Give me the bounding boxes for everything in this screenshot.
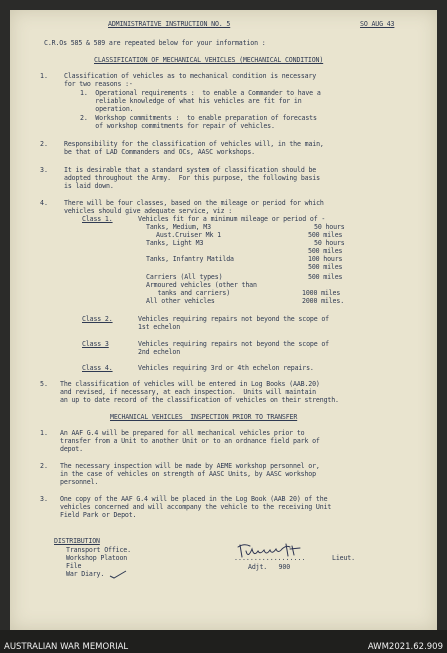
para-text: The classification of vehicles will be entered in Log Books (AAB.20) <box>60 380 320 388</box>
para-text: depot. <box>60 445 83 453</box>
para-text: operation. <box>80 105 134 113</box>
para-number: 2. <box>40 140 48 148</box>
vehicle-type: Tanks, Light M3 <box>146 239 204 247</box>
class-2-text: Vehicles requiring repairs not beyond the scope of <box>138 315 329 323</box>
para-text: transfer from a Unit to another Unit or to an ordnance field park of <box>60 437 320 445</box>
vehicle-type: All other vehicles <box>146 297 215 305</box>
signatory-rank: Lieut. <box>332 554 355 562</box>
para-number: 2. <box>40 462 48 470</box>
para-text: Classification of vehicles as to mechanical condition is necessary <box>64 72 317 80</box>
distribution-item: War Diary. <box>66 570 105 578</box>
class-1-label: Class 1. <box>82 215 113 223</box>
vehicle-limit: 50 hours <box>314 239 345 247</box>
class-2-text: 1st echelon <box>138 323 181 331</box>
para-text: for two reasons :- <box>64 80 133 88</box>
para-text: Field Park or Depot. <box>60 511 137 519</box>
vehicle-type: Tanks, Medium, M3 <box>146 223 211 231</box>
para-text: There will be four classes, based on the mileage or period for which <box>64 199 324 207</box>
para-text: adopted throughout the Army. For this purpose, the following basis <box>64 174 320 182</box>
vehicle-type: tanks and carriers) <box>146 289 231 297</box>
para-text: It is desirable that a standard system of classification should be <box>64 166 317 174</box>
para-text: personnel. <box>60 478 99 486</box>
vehicle-limit: 500 miles <box>308 247 343 255</box>
document-title: ADMINISTRATIVE INSTRUCTION NO. 5 <box>108 20 231 28</box>
para-text: be that of LAD Commanders and OCs, AASC workshops. <box>64 148 255 156</box>
section-heading-transfer: MECHANICAL VEHICLES INSPECTION PRIOR TO TRANSFER <box>110 413 298 421</box>
para-text: an up to date record of the classification of vehicles on their strength. <box>60 396 339 404</box>
para-number: 3. <box>40 166 48 174</box>
vehicle-limit: 500 miles <box>308 231 343 239</box>
vehicle-type: Armoured vehicles (other than <box>146 281 257 289</box>
intro-line: C.R.Os 585 & 589 are repeated below for your information : <box>44 39 266 47</box>
class-2-label: Class 2. <box>82 315 113 323</box>
para-text: An AAF G.4 will be prepared for all mechanical vehicles prior to <box>60 429 305 437</box>
vehicle-limit: 50 hours <box>314 223 345 231</box>
signature-line: .................. <box>234 554 306 562</box>
class-3-text: Vehicles requiring repairs not beyond the scope of <box>138 340 329 348</box>
para-text: and revised, if necessary, at each inspection. Units will maintain <box>60 388 316 396</box>
class-1-text: Vehicles fit for a minimum mileage or period of - <box>138 215 326 223</box>
tick-mark-icon <box>108 570 128 580</box>
para-number: 1. <box>40 72 48 80</box>
vehicle-limit: 500 miles <box>308 273 343 281</box>
para-text: of workshop commitments for repair of vehicles. <box>80 122 275 130</box>
para-text: The necessary inspection will be made by AEME workshop personnel or, <box>60 462 320 470</box>
signatory-role: Adjt. 900 <box>248 563 291 571</box>
vehicle-type: Carriers (All types) <box>146 273 223 281</box>
para-number: 5. <box>40 380 48 388</box>
document-page <box>10 10 437 630</box>
class-3-text: 2nd echelon <box>138 348 181 356</box>
archive-reference: AWM2021.62.909 <box>367 642 443 652</box>
para-text: reliable knowledge of what his vehicles are fit for in <box>80 97 302 105</box>
class-4-label: Class 4. <box>82 364 113 372</box>
vehicle-type: Tanks, Infantry Matilda <box>146 255 234 263</box>
section-heading-classification: CLASSIFICATION OF MECHANICAL VEHICLES (MECHANICAL CONDITION) <box>94 56 324 64</box>
vehicle-limit: 500 miles <box>308 263 343 271</box>
distribution-heading: DISTRIBUTION <box>54 537 100 545</box>
vehicle-limit: 2000 miles. <box>302 297 345 305</box>
para-text: in the case of vehicles on strength of AASC Units, by AASC workshop <box>60 470 316 478</box>
distribution-item: Workshop Platoon <box>66 554 128 562</box>
para-text: 2. Workshop commitments : to enable preparation of forecasts <box>80 114 317 122</box>
para-text: Responsibility for the classification of vehicles will, in the main, <box>64 140 324 148</box>
class-3-label: Class 3 <box>82 340 109 348</box>
document-date: SO AUG 43 <box>360 20 395 28</box>
archive-footer <box>0 630 447 653</box>
archive-name: AUSTRALIAN WAR MEMORIAL <box>4 642 129 652</box>
vehicle-type: Aust.Cruiser Mk 1 <box>156 231 221 239</box>
vehicle-limit: 100 hours <box>308 255 343 263</box>
para-number: 1. <box>40 429 48 437</box>
para-text: vehicles should give adequate service, viz : <box>64 207 233 215</box>
para-text: vehicles concerned and will accompany the vehicle to the receiving Unit <box>60 503 332 511</box>
distribution-item: Transport Office. <box>66 546 131 554</box>
para-text: is laid down. <box>64 182 114 190</box>
para-number: 4. <box>40 199 48 207</box>
para-number: 3. <box>40 495 48 503</box>
para-text: One copy of the AAF G.4 will be placed in the Log Book (AAB 20) of the <box>60 495 328 503</box>
para-text: 1. Operational requirements : to enable a Commander to have a <box>80 89 321 97</box>
vehicle-limit: 1000 miles <box>302 289 341 297</box>
class-4-text: Vehicles requiring 3rd or 4th echelon repairs. <box>138 364 314 372</box>
distribution-item: File <box>66 562 82 570</box>
